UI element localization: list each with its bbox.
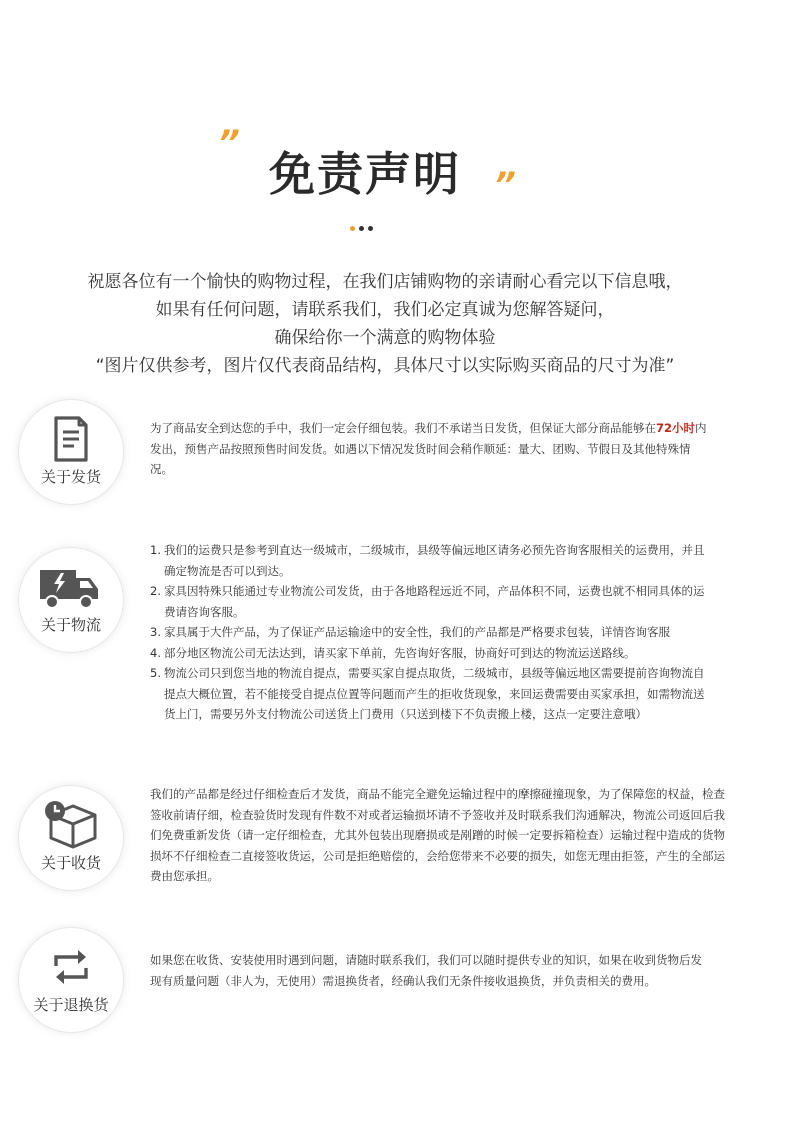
list-number: 1. <box>150 543 161 557</box>
list-text: 家具因特殊只能通过专业物流公司发货，由于各地路程远近不同，产品体积不同，运费也就不相同具体的运费请咨询客服。 <box>164 584 705 619</box>
page-title: 免责声明 <box>269 147 461 201</box>
intro-line: 确保给你一个满意的购物体验 <box>274 328 496 348</box>
intro-line: 如果有任何问题，请联系我们，我们必定真诚为您解答疑问， <box>155 300 615 320</box>
truck-icon <box>38 562 104 612</box>
section-badge-returns <box>19 928 123 1032</box>
package-clock-icon <box>43 800 99 850</box>
list-item <box>150 643 705 664</box>
decorative-quote-right: ” <box>494 165 514 205</box>
shipping-text-part: 为了商品安全到达您的手中，我们一定会仔细包装。我们不承诺当日发货，但保证大部分商品能够在 <box>150 421 656 435</box>
section-badge-receiving <box>19 786 123 890</box>
list-item <box>150 622 705 643</box>
section-badge-logistics <box>19 548 123 652</box>
document-icon <box>46 414 96 464</box>
list-text: 物流公司只到您当地的物流自提点，需要买家自提点取货，二级城市，县级等偏远地区需要提前咨询物流自提点大概位置，若不能接受自提点位置等问题而产生的拒收货现象，来回运费需要由买家承担，如需物流送货上门，需要另外支付物流公司送货上门费用（只送到楼下不负责搬上楼，这点一定要注意哦） <box>164 666 705 721</box>
section-label: 关于物流 <box>40 616 101 634</box>
logistics-list <box>150 540 705 725</box>
intro-line: “图片仅供参考，图片仅代表商品结构，具体尺寸以实际购买商品的尺寸为准” <box>95 356 675 376</box>
list-number: 5. <box>150 666 161 680</box>
intro-line: 祝愿各位有一个愉快的购物过程，在我们店铺购物的亲请耐心看完以下信息哦， <box>87 272 683 292</box>
dot <box>359 226 364 231</box>
list-text: 部分地区物流公司无法达到，请买家下单前，先咨询好客服，协商好可到达的物流运送路线。 <box>164 645 636 660</box>
section-label: 关于退换货 <box>33 996 109 1014</box>
shipping-text <box>150 418 710 480</box>
list-number: 3. <box>150 625 161 639</box>
dot <box>350 226 355 231</box>
list-number: 4. <box>150 645 161 660</box>
list-item <box>150 581 705 622</box>
section-badge-shipping <box>19 400 123 504</box>
intro-text <box>0 268 770 380</box>
returns-text: 如果您在收货、安装使用时遇到问题，请随时联系我们，我们可以随时提供专业的知识，如果在收到货物后发现有质量问题（非人为，无使用）需退换货者，经确认我们无条件接收退换货，并负责相关的费用。 <box>150 953 702 988</box>
exchange-icon <box>46 942 96 992</box>
shipping-highlight: 72小时 <box>656 421 696 435</box>
receiving-text: 我们的产品都是经过仔细检查后才发货，商品不能完全避免运输过程中的摩擦碰撞现象，为了保障您的权益，检查签收前请仔细，检查验货时发现有件数不对或者运输损坏请不予签收并及时联系我们沟通解决，物流公司返回后我们免费重新发货（请一定仔细检查，尤其外包装出现磨损或是剐蹭的时候一定要拆箱检查）运输过程中造成的货物损坏不仔细检查二直接签收货运，公司是拒绝赔偿的，会给您带来不必要的损失，如您无理由拒签，产生的全部运费由您承担。 <box>150 787 725 883</box>
decorative-dots <box>350 226 373 231</box>
list-text: 家具属于大件产品，为了保证产品运输途中的安全性，我们的产品都是严格要求包装，详情咨询客服 <box>164 625 670 639</box>
dot <box>368 226 373 231</box>
list-item <box>150 663 705 725</box>
section-label: 关于收货 <box>40 854 101 872</box>
list-number: 2. <box>150 584 161 598</box>
shipping-text-part: 内发出，预售产品按照预售时间发货。如遇以下情况发货时间会稍作顺延：量大、团购、节假日及其他特殊情况。 <box>150 421 707 476</box>
section-label: 关于发货 <box>40 468 101 486</box>
decorative-quote-left: ” <box>218 123 238 163</box>
list-item <box>150 540 705 581</box>
list-text: 我们的运费只是参考到直达一级城市，二级城市，县级等偏远地区请务必预先咨询客服相关的运费用，并且确定物流是否可以到达。 <box>164 543 705 578</box>
